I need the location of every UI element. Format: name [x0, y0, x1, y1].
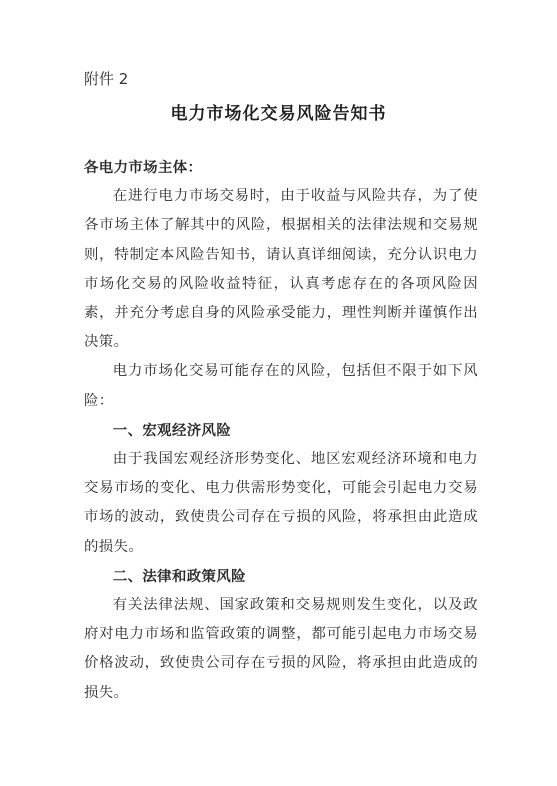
- document-body: [84, 153, 478, 708]
- attachment-label: 附件 2: [84, 70, 129, 88]
- risk-list-intro: 电力市场化交易可能存在的风险，包括但不限于如下风险：: [84, 363, 478, 409]
- intro-paragraph: 在进行电力市场交易时，由于收益与风险共存，为了使各市场主体了解其中的风险，根据相关的法律法规和交易规则，特制定本风险告知书，请认真详细阅读，充分认识电力市场化交易的风险收益特征，认真考虑存在的各项风险因素，并充分考虑自身的风险承受能力，理性判断并谨慎作出决策。: [84, 188, 478, 351]
- section-text-legal-policy: 有关法律法规、国家政策和交易规则发生变化，以及政府对电力市场和监管政策的调整，都可能引起电力市场交易价格波动，致使贵公司存在亏损的风险，将承担由此造成的损失。: [84, 597, 478, 701]
- section-text-macro-economic: 由于我国宏观经济形势变化、地区宏观经济环境和电力交易市场的变化、电力供需形势变化，可能会引起电力交易市场的波动，致使贵公司存在亏损的风险，将承担由此造成的损失。: [84, 451, 478, 555]
- salutation: 各电力市场主体：: [84, 159, 203, 176]
- section-heading-macro-economic: 一、宏观经济风险: [112, 421, 232, 439]
- document-title: 电力市场化交易风险告知书: [170, 104, 387, 124]
- section-heading-legal-policy: 二、法律和政策风险: [112, 567, 246, 585]
